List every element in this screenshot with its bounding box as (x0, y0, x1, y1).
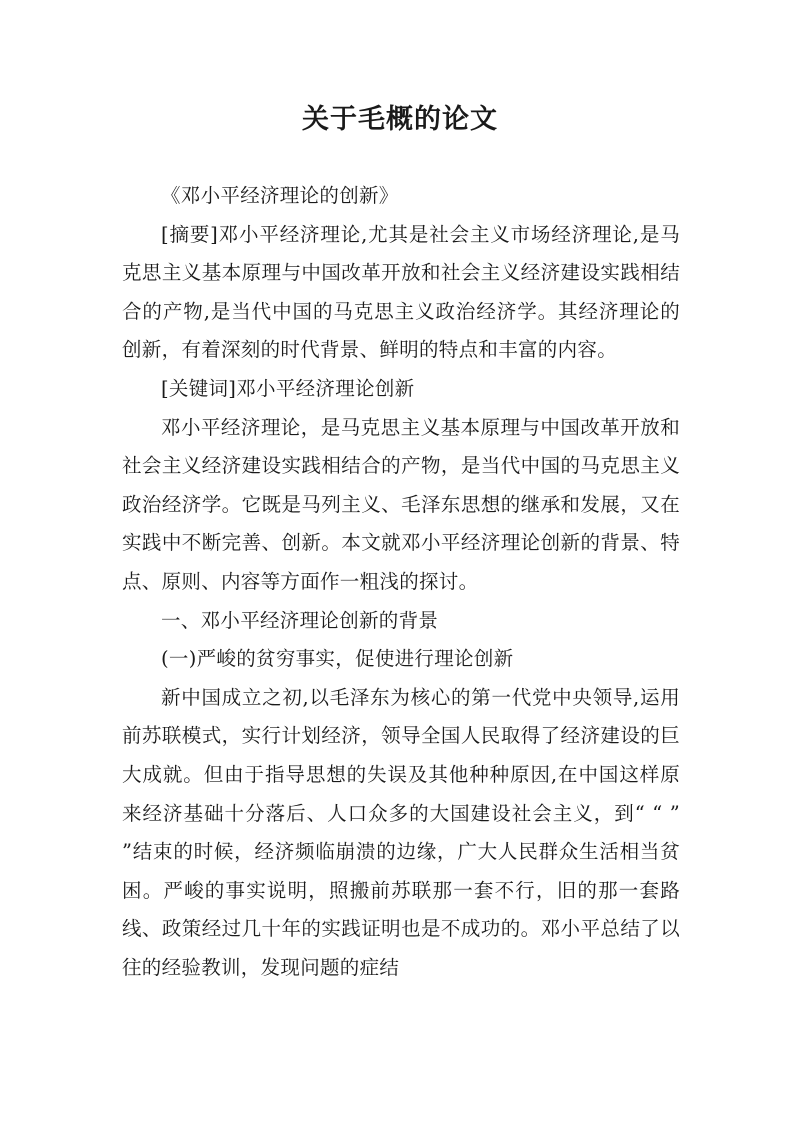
abstract-paragraph: [摘要]邓小平经济理论,尤其是社会主义市场经济理论,是马克思主义基本原理与中国改革开放和社会主义经济建设实践相结合的产物,是当代中国的马克思主义政治经济学。其经济理论的创新，有着深刻的时代背景、鲜明的特点和丰富的内容。 (122, 222, 680, 362)
subsection-heading: (一)严峻的贫穷事实，促使进行理论创新 (161, 647, 514, 671)
paper-title-paragraph: 《邓小平经济理论的创新》 (161, 184, 399, 207)
keywords-paragraph: [关键词]邓小平经济理论创新 (161, 376, 415, 400)
section-heading: 一、邓小平经济理论创新的背景 (161, 608, 439, 632)
intro-paragraph: 邓小平经济理论，是马克思主义基本原理与中国改革开放和社会主义经济建设实践相结合的产物，是当代中国的马克思主义政治经济学。它既是马列主义、毛泽东思想的继承和发展，又在实践中不断完善、创新。本文就邓小平经济理论创新的背景、特点、原则、内容等方面作一粗浅的探讨。 (122, 415, 680, 593)
document-body (122, 177, 680, 987)
body-paragraph: 新中国成立之初,以毛泽东为核心的第一代党中央领导,运用前苏联模式，实行计划经济，领导全国人民取得了经济建设的巨大成就。但由于指导思想的失误及其他种种原因,在中国这样原来经济基础十分落后、人口众多的大国建设社会主义，到“ “ ” ”结束的时候，经济频临崩溃的边缘，广大人民群众生活相当贫困。严峻的事实说明，照搬前苏联那一套不行，旧的那一套路线、政策经过几十年的实践证明也是不成功的。邓小平总结了以往的经验教训，发现问题的症结 (122, 685, 680, 979)
document-title: 关于毛概的论文 (302, 104, 498, 135)
